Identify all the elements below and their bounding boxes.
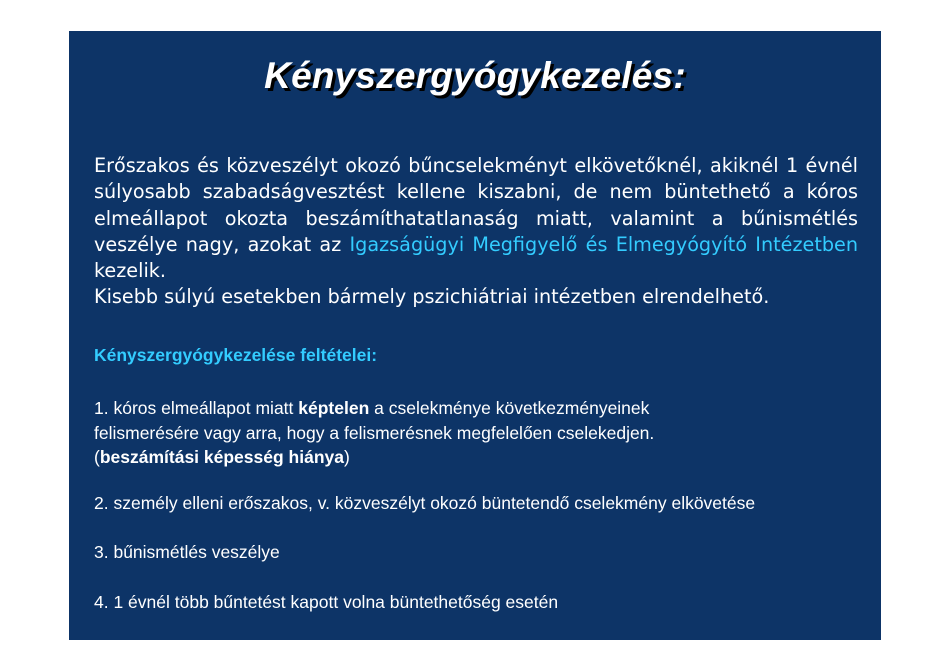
condition-1-open: (: [94, 447, 100, 467]
condition-1-line3: [94, 445, 654, 470]
intro-paragraph: [94, 153, 858, 284]
condition-1-pre: 1. kóros elmeállapot miatt: [94, 398, 299, 418]
condition-4: 4. 1 évnél több bűntetést kapott volna büntethetőség esetén: [94, 592, 559, 612]
intro-text-part1: Erőszakos és közveszélyt okozó bűncselekményt elkövetőknél, akiknél 1 évnél súlyosabb szabadságvesztést kellene kiszabni, de nem büntethető a kóros elmeállapot okozta beszámíthatatlanaság miatt, valamint a bűnismétlés veszélye nagy, azokat az: [94, 154, 858, 256]
condition-3: 3. bűnismétlés veszélye: [94, 542, 280, 562]
condition-1-post: a cselekménye következményeinek: [369, 398, 650, 418]
condition-1: [94, 396, 654, 470]
slide: [69, 31, 881, 640]
condition-2: 2. személy elleni erőszakos, v. közveszélyt okozó büntetendő cselekmény elkövetése: [94, 493, 756, 513]
conditions-heading: Kényszergyógykezelése feltételei:: [94, 345, 378, 365]
condition-1-line1: [94, 396, 654, 421]
condition-1-bold2: beszámítási képesség hiánya: [99, 447, 344, 467]
intro-text-part2: kezelik.: [94, 259, 166, 283]
institution-name: Igazságügyi Megfigyelő és Elmegyógyító Intézetben: [349, 232, 858, 256]
intro-text: [94, 153, 858, 311]
condition-1-line2: felismerésére vagy arra, hogy a felismerésnek megfelelően cselekedjen.: [94, 422, 655, 443]
intro-line2: Kisebb súlyú esetekben bármely pszichiátriai intézetben elrendelhető.: [94, 285, 770, 309]
condition-1-bold: képtelen: [298, 398, 370, 418]
slide-title: Kényszergyógykezelés:: [264, 55, 686, 96]
condition-1-close: ): [343, 447, 350, 467]
